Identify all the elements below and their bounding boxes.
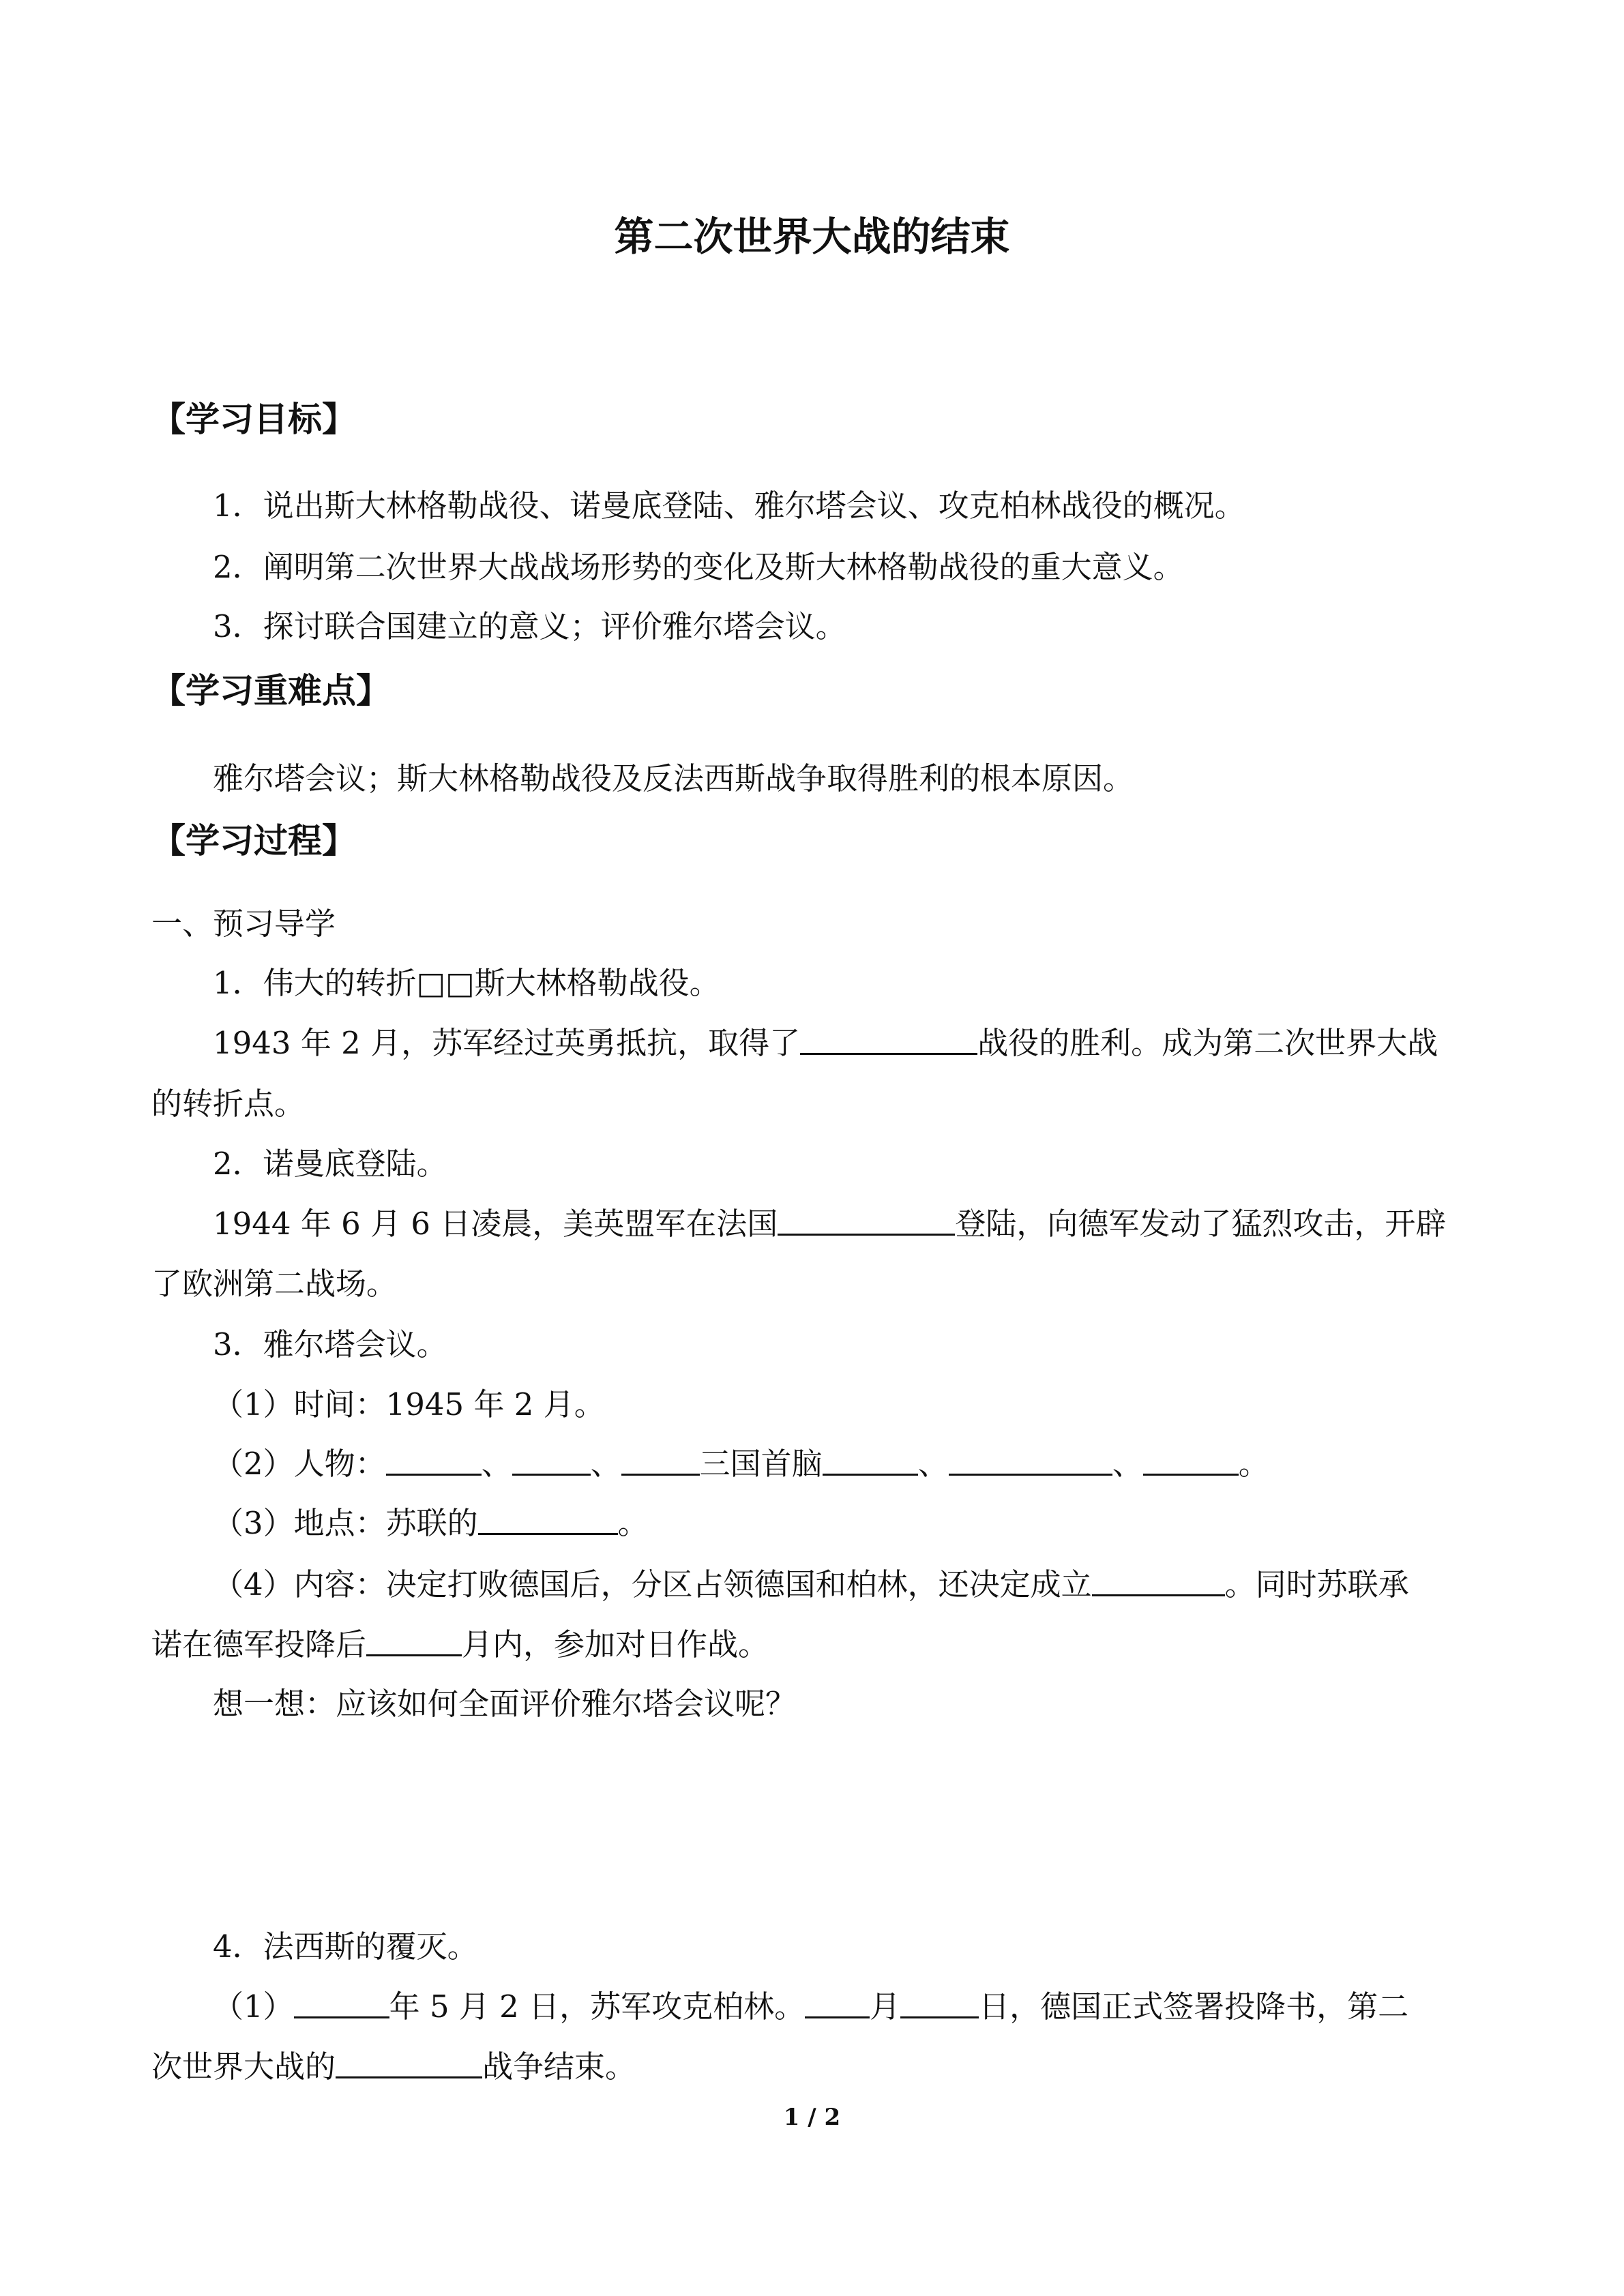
item1-text-a: 1943 年 2 月，苏军经过英勇抵抗，取得了	[213, 1025, 801, 1061]
people-end: 。	[1238, 1446, 1269, 1482]
sep-2: 、	[590, 1446, 621, 1482]
goal-3: 3．探讨联合国建立的意义；评价雅尔塔会议。	[213, 608, 846, 644]
goal-2: 2．阐明第二次世界大战战场形势的变化及斯大林格勒战役的重大意义。	[213, 549, 1184, 585]
item2-text-a: 1944 年 6 月 6 日凌晨，美英盟军在法国	[213, 1206, 778, 1242]
item1-text-b: 战役的胜利。成为第二次世界大战	[977, 1025, 1438, 1061]
item4-line2	[151, 2042, 636, 2086]
place-label: （3）地点：苏联的	[213, 1505, 478, 1541]
p1-d: 次世界大战的	[151, 2048, 336, 2085]
item3-title: 3．雅尔塔会议。	[213, 1326, 447, 1362]
heading-goals: 【学习目标】	[151, 400, 356, 439]
item3-content-line1	[213, 1560, 1409, 1604]
sep-3: 、	[917, 1446, 949, 1482]
sep-4: 、	[1112, 1446, 1143, 1482]
item1-line1	[213, 1018, 1438, 1062]
item1-title: 1．伟大的转折□□斯大林格勒战役。	[213, 965, 720, 1001]
blank-year[interactable]	[294, 1989, 389, 2018]
blank-leader-2[interactable]	[949, 1446, 1112, 1476]
item4-title: 4．法西斯的覆灭。	[213, 1928, 478, 1965]
blank-leader-1[interactable]	[823, 1446, 918, 1476]
p1-a: 年 5 月 2 日，苏军攻克柏林。	[389, 1988, 806, 2025]
goal-1: 1．说出斯大林格勒战役、诺曼底登陆、雅尔塔会议、攻克柏林战役的概况。	[213, 488, 1245, 524]
content-c: 诺在德军投降后	[151, 1626, 367, 1663]
blank-country-2[interactable]	[512, 1446, 591, 1476]
blank-theater[interactable]	[336, 2049, 482, 2078]
blank-place[interactable]	[478, 1506, 618, 1535]
item2-text-c: 了欧洲第二战场。	[151, 1266, 398, 1302]
blank-day[interactable]	[900, 1989, 979, 2018]
place-end: 。	[617, 1505, 649, 1541]
heading-process: 【学习过程】	[151, 821, 356, 861]
p1-b: 月	[870, 1988, 901, 2025]
p1-label: （1）	[213, 1988, 294, 2025]
item3-content-line2	[151, 1620, 769, 1664]
key-points-text: 雅尔塔会议；斯大林格勒战役及反法西斯战争取得胜利的根本原因。	[213, 760, 1134, 796]
blank-country-3[interactable]	[621, 1446, 700, 1476]
blank-organization[interactable]	[1092, 1567, 1225, 1596]
item3-place	[213, 1498, 649, 1542]
content-d: 月内，参加对日作战。	[462, 1626, 769, 1663]
sep-1: 、	[481, 1446, 512, 1482]
page-number: 1 / 2	[783, 2104, 841, 2131]
item1-text-c: 的转折点。	[151, 1086, 306, 1122]
content-b: 。同时苏联承	[1224, 1566, 1409, 1602]
item4-line1	[213, 1982, 1408, 2026]
page-title: 第二次世界大战的结束	[614, 213, 1010, 260]
item2-text-b: 登陆，向德军发动了猛烈攻击，开辟	[955, 1206, 1447, 1242]
people-mid: 三国首脑	[699, 1446, 823, 1482]
content-a: （4）内容：决定打败德国后，分区占领德国和柏林，还决定成立	[213, 1566, 1092, 1602]
section-1-heading: 一、预习导学	[151, 906, 336, 942]
item2-line1	[213, 1199, 1446, 1243]
heading-key-points: 【学习重难点】	[151, 671, 390, 711]
p1-e: 战争结束。	[482, 2048, 636, 2085]
blank-month[interactable]	[805, 1989, 870, 2018]
blank-landing-place[interactable]	[778, 1206, 955, 1236]
blank-months[interactable]	[366, 1627, 462, 1656]
people-label: （2）人物：	[213, 1446, 386, 1482]
blank-country-1[interactable]	[386, 1446, 482, 1476]
p1-c: 日，德国正式签署投降书，第二	[979, 1988, 1409, 2025]
blank-leader-3[interactable]	[1143, 1446, 1239, 1476]
item2-title: 2．诺曼底登陆。	[213, 1146, 447, 1182]
blank-battle[interactable]	[800, 1026, 977, 1055]
item3-time: （1）时间：1945 年 2 月。	[213, 1386, 605, 1422]
item3-people	[213, 1439, 1269, 1483]
item3-think: 想一想：应该如何全面评价雅尔塔会议呢？	[213, 1686, 797, 1722]
